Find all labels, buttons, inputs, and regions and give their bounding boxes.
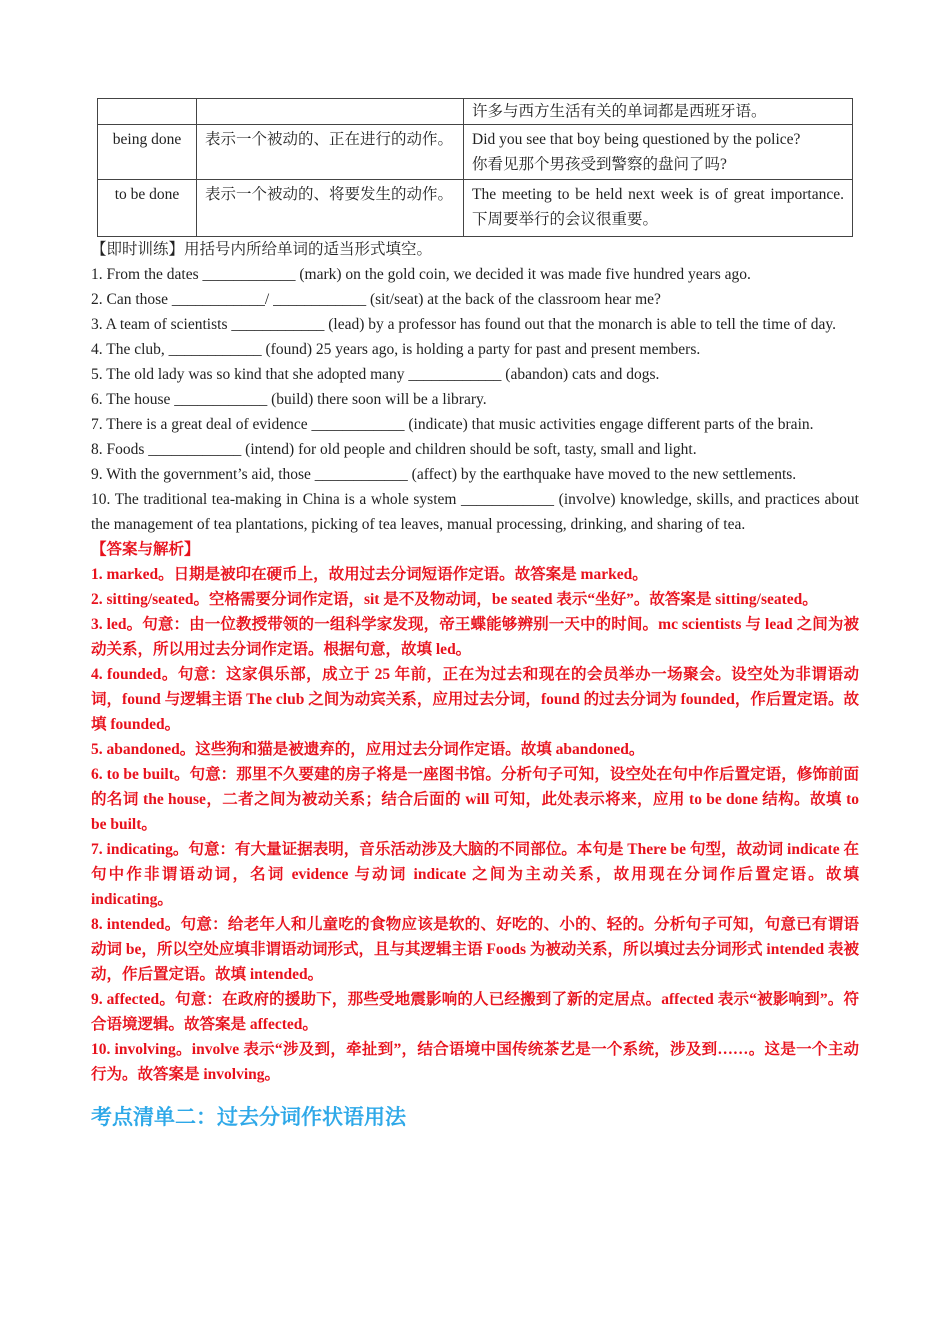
exercise-item: 10. The traditional tea-making in China is a whole system ____________ (involve) knowledge, skills, and practices about the management of tea plantations, picking of tea leaves, manual processing, drinking, and sharing of tea.	[91, 491, 859, 533]
example-zh: 许多与西方生活有关的单词都是西班牙语。	[472, 103, 767, 120]
example-cell	[464, 99, 853, 125]
exercise-item: 9. With the government’s aid, those ____________ (affect) by the earthquake have moved to the new settlements.	[91, 466, 797, 483]
answer-item: 2. sitting/seated。空格需要分词作定语，sit 是不及物动词，be seated 表示“坐好”。故答案是 sitting/seated。	[91, 591, 818, 608]
example-cell	[464, 125, 853, 180]
answer-item: 8. intended。句意：给老年人和儿童吃的食物应该是软的、好吃的、小的、轻的。分析句子可知，句意已有谓语动词 be，所以空处应填非谓语动词形式，且与其逻辑主语 Foods 为被动关系，所以填过去分词形式 intended 表被动，作后置定语。故填 intended。	[91, 916, 859, 983]
exercise-item: 1. From the dates ____________ (mark) on the gold coin, we decided it was made five hundred years ago.	[91, 266, 751, 283]
document-page	[91, 98, 859, 1131]
table-row	[98, 125, 853, 180]
example-en: Did you see that boy being questioned by the police?	[472, 131, 801, 148]
form-cell: to be done	[98, 180, 197, 237]
section-heading: 考点清单二：过去分词作状语用法	[91, 1105, 406, 1129]
exercise-item: 3. A team of scientists ____________ (lead) by a professor has found out that the monarch is able to tell the time of day.	[91, 316, 836, 333]
meaning-cell: 表示一个被动的、将要发生的动作。	[197, 180, 464, 237]
answer-item: 6. to be built。句意：那里不久要建的房子将是一座图书馆。分析句子可知，设空处在句中作后置定语，修饰前面的名词 the house，二者之间为被动关系；结合后面的 will 可知，此处表示将来，应用 to be done 结构。故填 to be built。	[91, 766, 859, 833]
exercise-item: 2. Can those ____________/ ____________ (sit/seat) at the back of the classroom hear me?	[91, 291, 661, 308]
answer-item: 3. led。句意：由一位教授带领的一组科学家发现，帝王蝶能够辨别一天中的时间。mc scientists 与 lead 之间为被动关系，所以用过去分词作定语。根据句意，故填 led。	[91, 616, 859, 658]
meaning-cell: 表示一个被动的、正在进行的动作。	[197, 125, 464, 180]
answers-section	[91, 537, 859, 1087]
exercise-heading: 【即时训练】用括号内所给单词的适当形式填空。	[91, 241, 433, 258]
answer-item: 1. marked。日期是被印在硬币上，故用过去分词短语作定语。故答案是 marked。	[91, 566, 648, 583]
table-row	[98, 180, 853, 237]
exercise-item: 8. Foods ____________ (intend) for old people and children should be soft, tasty, small and light.	[91, 441, 697, 458]
answer-item: 7. indicating。句意：有大量证据表明，音乐活动涉及大脑的不同部位。本句是 There be 句型，故动词 indicate 在句中作非谓语动词，名词 evidence 与动词 indicate 之间为主动关系，故用现在分词作后置定语。故填 indicating。	[91, 841, 859, 908]
example-cell	[464, 180, 853, 237]
exercise-section	[91, 237, 859, 537]
answer-item: 10. involving。involve 表示“涉及到，牵扯到”，结合语境中国传统茶艺是一个系统，涉及到……。这是一个主动行为。故答案是 involving。	[91, 1041, 859, 1083]
answers-heading: 【答案与解析】	[91, 541, 200, 558]
answer-item: 9. affected。句意：在政府的援助下，那些受地震影响的人已经搬到了新的定居点。affected 表示“被影响到”。符合语境逻辑。故答案是 affected。	[91, 991, 859, 1033]
example-en-zh: The meeting to be held next week is of great importance. 下周要举行的会议很重要。	[472, 186, 844, 228]
exercise-item: 6. The house ____________ (build) there soon will be a library.	[91, 391, 487, 408]
table-row	[98, 99, 853, 125]
form-cell: being done	[98, 125, 197, 180]
answer-item: 4. founded。句意：这家俱乐部，成立于 25 年前，正在为过去和现在的会员举办一场聚会。设空处为非谓语动词，found 与逻辑主语 The club 之间为动宾关系，应用过去分词，found 的过去分词为 founded，作后置定语。故填 founded。	[91, 666, 859, 733]
exercise-item: 7. There is a great deal of evidence ____________ (indicate) that music activities engage different parts of the brain.	[91, 416, 814, 433]
exercise-item: 5. The old lady was so kind that she adopted many ____________ (abandon) cats and dogs.	[91, 366, 660, 383]
grammar-table	[97, 98, 853, 237]
meaning-cell	[197, 99, 464, 125]
exercise-item: 4. The club, ____________ (found) 25 years ago, is holding a party for past and present members.	[91, 341, 701, 358]
form-cell	[98, 99, 197, 125]
answer-item: 5. abandoned。这些狗和猫是被遗弃的，应用过去分词作定语。故填 abandoned。	[91, 741, 645, 758]
example-zh: 你看见那个男孩受到警察的盘问了吗?	[472, 156, 727, 173]
